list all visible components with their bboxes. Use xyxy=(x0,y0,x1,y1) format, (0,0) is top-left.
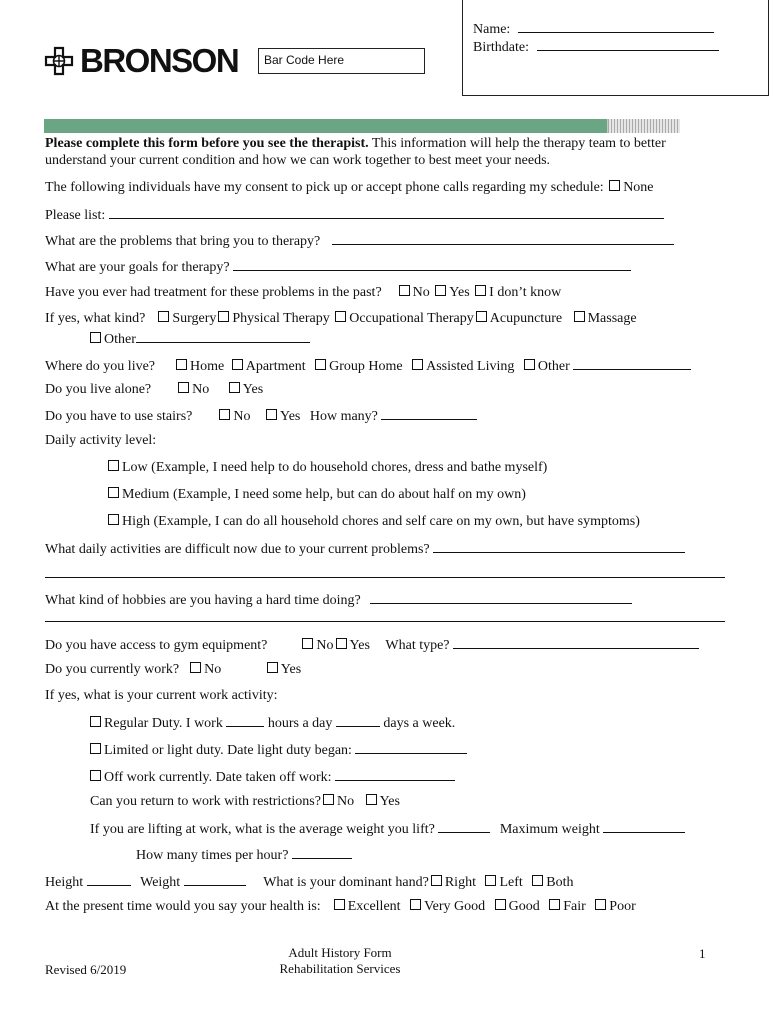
alone-question: Do you live alone? xyxy=(45,382,152,397)
alone-yes-checkbox[interactable] xyxy=(229,382,240,393)
gym-question: Do you have access to gym equipment? xyxy=(45,638,268,653)
hobbies-question: What kind of hobbies are you having a hard time doing? xyxy=(45,593,361,608)
work-question: Do you currently work? xyxy=(45,662,180,677)
activity-medium-checkbox[interactable] xyxy=(108,487,119,498)
name-label: Name: xyxy=(473,22,511,37)
off-work-checkbox[interactable] xyxy=(90,770,101,781)
regular-duty-checkbox[interactable] xyxy=(90,716,101,727)
kind-ot-label: Occupational Therapy xyxy=(349,311,474,326)
consent-row xyxy=(45,180,654,196)
treatment-unknown-label: I don’t know xyxy=(489,285,562,300)
light-duty-label: Limited or light duty. Date light duty began: xyxy=(104,743,352,758)
live-apartment-checkbox[interactable] xyxy=(232,359,243,370)
consent-question: The following individuals have my consent to pick up or accept phone calls regarding my schedule: xyxy=(45,180,604,195)
restrictions-no-label: No xyxy=(336,794,355,809)
off-work-row xyxy=(88,768,455,786)
hobbies-field[interactable] xyxy=(370,591,632,604)
treatment-row xyxy=(45,285,561,301)
hand-right-label: Right xyxy=(444,875,476,890)
treatment-yes-label: Yes xyxy=(449,285,470,300)
difficult-row xyxy=(45,540,685,558)
activity-high-row xyxy=(106,514,640,530)
regular-duty-label: Regular Duty. I work xyxy=(104,716,223,731)
live-other-checkbox[interactable] xyxy=(524,359,535,370)
intro-text xyxy=(45,136,666,152)
kind-pt-checkbox[interactable] xyxy=(218,311,229,322)
live-apartment-label: Apartment xyxy=(245,359,306,374)
kind-other-field[interactable] xyxy=(136,330,310,343)
header-bar xyxy=(44,119,680,133)
work-no-checkbox[interactable] xyxy=(190,662,201,673)
lift-field[interactable] xyxy=(438,820,490,833)
height-field[interactable] xyxy=(87,873,131,886)
intro-text-2: understand your current condition and how we can work together to best meet your needs. xyxy=(45,153,551,168)
footer-title-1: Adult History Form xyxy=(288,945,392,960)
gym-type-label: What type? xyxy=(385,638,450,653)
hand-question: What is your dominant hand? xyxy=(263,875,429,890)
hand-left-label: Left xyxy=(499,875,523,890)
health-very-good-label: Very Good xyxy=(424,899,486,914)
height-row xyxy=(45,873,574,891)
health-fair-label: Fair xyxy=(563,899,586,914)
problems-field[interactable] xyxy=(332,232,674,245)
bronson-logo xyxy=(44,44,238,77)
health-row xyxy=(45,899,636,915)
problems-row xyxy=(45,232,674,250)
activity-medium-row xyxy=(106,487,526,503)
activity-question: Daily activity level: xyxy=(45,433,157,448)
consent-none-label: None xyxy=(623,180,654,195)
please-list-label: Please list: xyxy=(45,208,106,223)
alone-yes-label: Yes xyxy=(242,382,264,397)
treatment-no-checkbox[interactable] xyxy=(399,285,410,296)
problems-question: What are the problems that bring you to therapy? xyxy=(45,234,321,249)
stairs-no-label: No xyxy=(233,409,251,424)
activity-low-label: Low (Example, I need help to do household chores, dress and bathe myself) xyxy=(122,460,548,475)
max-weight-field[interactable] xyxy=(603,820,685,833)
difficult-field[interactable] xyxy=(433,540,685,553)
kind-massage-checkbox[interactable] xyxy=(574,311,585,322)
treatment-no-label: No xyxy=(412,285,430,300)
work-activity-question: If yes, what is your current work activity: xyxy=(45,688,278,703)
logo-text: BRONSON xyxy=(80,42,239,79)
activity-high-checkbox[interactable] xyxy=(108,514,119,525)
gym-type-field[interactable] xyxy=(453,636,699,649)
work-yes-label: Yes xyxy=(280,662,302,677)
live-home-checkbox[interactable] xyxy=(176,359,187,370)
alone-row xyxy=(45,382,263,398)
light-duty-row xyxy=(88,741,467,759)
difficult-field-line-2[interactable] xyxy=(45,577,725,578)
kind-surgery-checkbox[interactable] xyxy=(158,311,169,322)
treatment-question: Have you ever had treatment for these problems in the past? xyxy=(45,285,382,300)
weight-label: Weight xyxy=(140,875,181,890)
activity-low-checkbox[interactable] xyxy=(108,460,119,471)
treatment-yes-checkbox[interactable] xyxy=(435,285,446,296)
bronson-cross-icon xyxy=(44,46,74,76)
alone-no-label: No xyxy=(192,382,210,397)
name-field[interactable] xyxy=(518,20,714,33)
intro-rest-1: This information will help the therapy team to better xyxy=(368,136,666,151)
please-list-field[interactable] xyxy=(109,206,664,219)
kind-question: If yes, what kind? xyxy=(45,311,146,326)
intro-bold: Please complete this form before you see the therapist. xyxy=(45,136,369,151)
health-very-good-checkbox[interactable] xyxy=(410,899,421,910)
stairs-yes-checkbox[interactable] xyxy=(266,409,277,420)
live-group-home-label: Group Home xyxy=(329,359,403,374)
kind-row xyxy=(45,311,637,327)
barcode-box: Bar Code Here xyxy=(258,48,425,74)
goals-question: What are your goals for therapy? xyxy=(45,260,230,275)
restrictions-row xyxy=(90,794,400,810)
revised-date: Revised 6/2019 xyxy=(45,962,127,977)
stairs-many-field[interactable] xyxy=(381,407,477,420)
hand-left-checkbox[interactable] xyxy=(485,875,496,886)
kind-ot-checkbox[interactable] xyxy=(335,311,346,322)
live-other-field[interactable] xyxy=(573,357,691,370)
treatment-unknown-checkbox[interactable] xyxy=(475,285,486,296)
goals-field[interactable] xyxy=(233,258,631,271)
restrictions-yes-label: Yes xyxy=(379,794,400,809)
off-work-label: Off work currently. Date taken off work: xyxy=(104,770,332,785)
kind-other-row xyxy=(88,330,310,348)
live-home-label: Home xyxy=(190,359,225,374)
gym-no-label: No xyxy=(316,638,334,653)
stairs-yes-label: Yes xyxy=(279,409,301,424)
health-poor-checkbox[interactable] xyxy=(595,899,606,910)
regular-duty-row xyxy=(88,714,455,732)
weight-field[interactable] xyxy=(184,873,246,886)
restrictions-question: Can you return to work with restrictions? xyxy=(90,794,321,809)
health-fair-checkbox[interactable] xyxy=(549,899,560,910)
times-field[interactable] xyxy=(292,846,352,859)
activity-medium-label: Medium (Example, I need some help, but can do about half on my own) xyxy=(122,487,526,502)
gym-no-checkbox[interactable] xyxy=(302,638,313,649)
kind-pt-label: Physical Therapy xyxy=(232,311,330,326)
birthdate-field[interactable] xyxy=(537,38,719,51)
page-number: 1 xyxy=(699,946,706,961)
light-duty-checkbox[interactable] xyxy=(90,743,101,754)
gym-yes-checkbox[interactable] xyxy=(336,638,347,649)
live-assisted-checkbox[interactable] xyxy=(412,359,423,370)
kind-acupuncture-label: Acupuncture xyxy=(489,311,563,326)
goals-row xyxy=(45,258,631,276)
work-no-label: No xyxy=(204,662,222,677)
live-other-label: Other xyxy=(537,359,570,374)
lift-row xyxy=(90,820,685,838)
health-excellent-checkbox[interactable] xyxy=(334,899,345,910)
please-list-row xyxy=(45,206,664,224)
stairs-no-checkbox[interactable] xyxy=(219,409,230,420)
off-work-date-field[interactable] xyxy=(335,768,455,781)
health-good-label: Good xyxy=(508,899,540,914)
header-bar-hatch xyxy=(608,119,680,133)
gym-row xyxy=(45,636,699,654)
footer-title-2: Rehabilitation Services xyxy=(279,961,401,976)
activity-low-row xyxy=(106,460,547,476)
difficult-question: What daily activities are difficult now due to your current problems? xyxy=(45,542,430,557)
health-question: At the present time would you say your health is: xyxy=(45,899,321,914)
stairs-question: Do you have to use stairs? xyxy=(45,409,193,424)
live-group-home-checkbox[interactable] xyxy=(315,359,326,370)
lift-question: If you are lifting at work, what is the average weight you lift? xyxy=(90,822,435,837)
stairs-row xyxy=(45,407,477,425)
work-row xyxy=(45,662,301,678)
hand-both-checkbox[interactable] xyxy=(532,875,543,886)
light-duty-date-field[interactable] xyxy=(355,741,467,754)
times-question: How many times per hour? xyxy=(136,848,289,863)
health-good-checkbox[interactable] xyxy=(495,899,506,910)
hand-right-checkbox[interactable] xyxy=(431,875,442,886)
days-label: days a week. xyxy=(383,716,456,731)
kind-surgery-label: Surgery xyxy=(172,311,217,326)
alone-no-checkbox[interactable] xyxy=(178,382,189,393)
work-yes-checkbox[interactable] xyxy=(267,662,278,673)
times-row xyxy=(136,846,352,864)
kind-other-label: Other xyxy=(104,332,136,347)
restrictions-no-checkbox[interactable] xyxy=(323,794,334,805)
hobbies-field-line-2[interactable] xyxy=(45,621,725,622)
days-field[interactable] xyxy=(336,714,380,727)
kind-other-checkbox[interactable] xyxy=(90,332,101,343)
birthdate-label: Birthdate: xyxy=(473,40,529,55)
hand-both-label: Both xyxy=(546,875,574,890)
hours-field[interactable] xyxy=(226,714,264,727)
activity-high-label: High (Example, I can do all household chores and self care on my own, but have symptoms) xyxy=(122,514,640,529)
stairs-many-label: How many? xyxy=(309,409,378,424)
gym-yes-label: Yes xyxy=(349,638,370,653)
live-row xyxy=(45,357,691,375)
kind-acupuncture-checkbox[interactable] xyxy=(476,311,487,322)
live-assisted-label: Assisted Living xyxy=(426,359,515,374)
hobbies-row xyxy=(45,591,632,609)
kind-massage-label: Massage xyxy=(587,311,637,326)
hours-label: hours a day xyxy=(267,716,333,731)
footer-title xyxy=(262,945,418,977)
health-poor-label: Poor xyxy=(609,899,636,914)
live-question: Where do you live? xyxy=(45,359,156,374)
height-label: Height xyxy=(45,875,84,890)
health-excellent-label: Excellent xyxy=(347,899,401,914)
restrictions-yes-checkbox[interactable] xyxy=(366,794,377,805)
consent-none-checkbox[interactable] xyxy=(609,180,620,191)
patient-info-box xyxy=(462,0,769,96)
max-weight-label: Maximum weight xyxy=(499,822,600,837)
